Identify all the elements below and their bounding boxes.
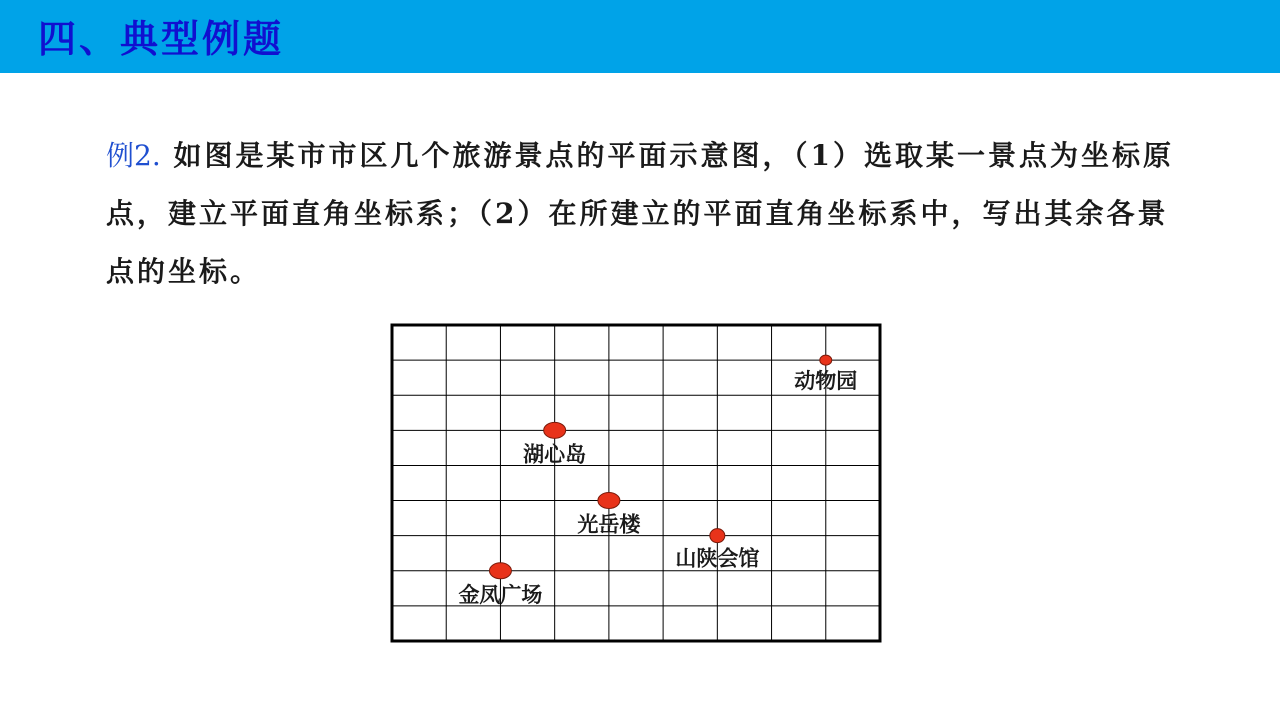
- example-label: 例2.: [106, 139, 161, 172]
- section-title: 四、典型例题: [38, 16, 285, 61]
- spot-label: 山陕会馆: [675, 545, 760, 571]
- spot-label: 湖心岛: [523, 441, 587, 467]
- spot-marker: [598, 493, 620, 509]
- scenic-spot-map: [390, 323, 883, 644]
- spot-label: 光岳楼: [577, 511, 641, 537]
- spot-marker: [544, 422, 566, 438]
- problem-text: 如图是某市市区几个旅游景点的平面示意图，（1）选取某一景点为坐标原点，建立平面直角坐标系；（2）在所建立的平面直角坐标系中，写出其余各景点的坐标。: [106, 139, 1174, 288]
- grid-map: [390, 323, 883, 644]
- problem-statement: [106, 127, 1186, 301]
- spot-label: 动物园: [794, 368, 858, 394]
- spot-label: 金凤广场: [458, 581, 543, 607]
- spot-marker: [489, 563, 511, 579]
- title-bar: [0, 0, 1280, 73]
- spot-marker: [820, 355, 832, 365]
- spot-marker: [710, 529, 725, 543]
